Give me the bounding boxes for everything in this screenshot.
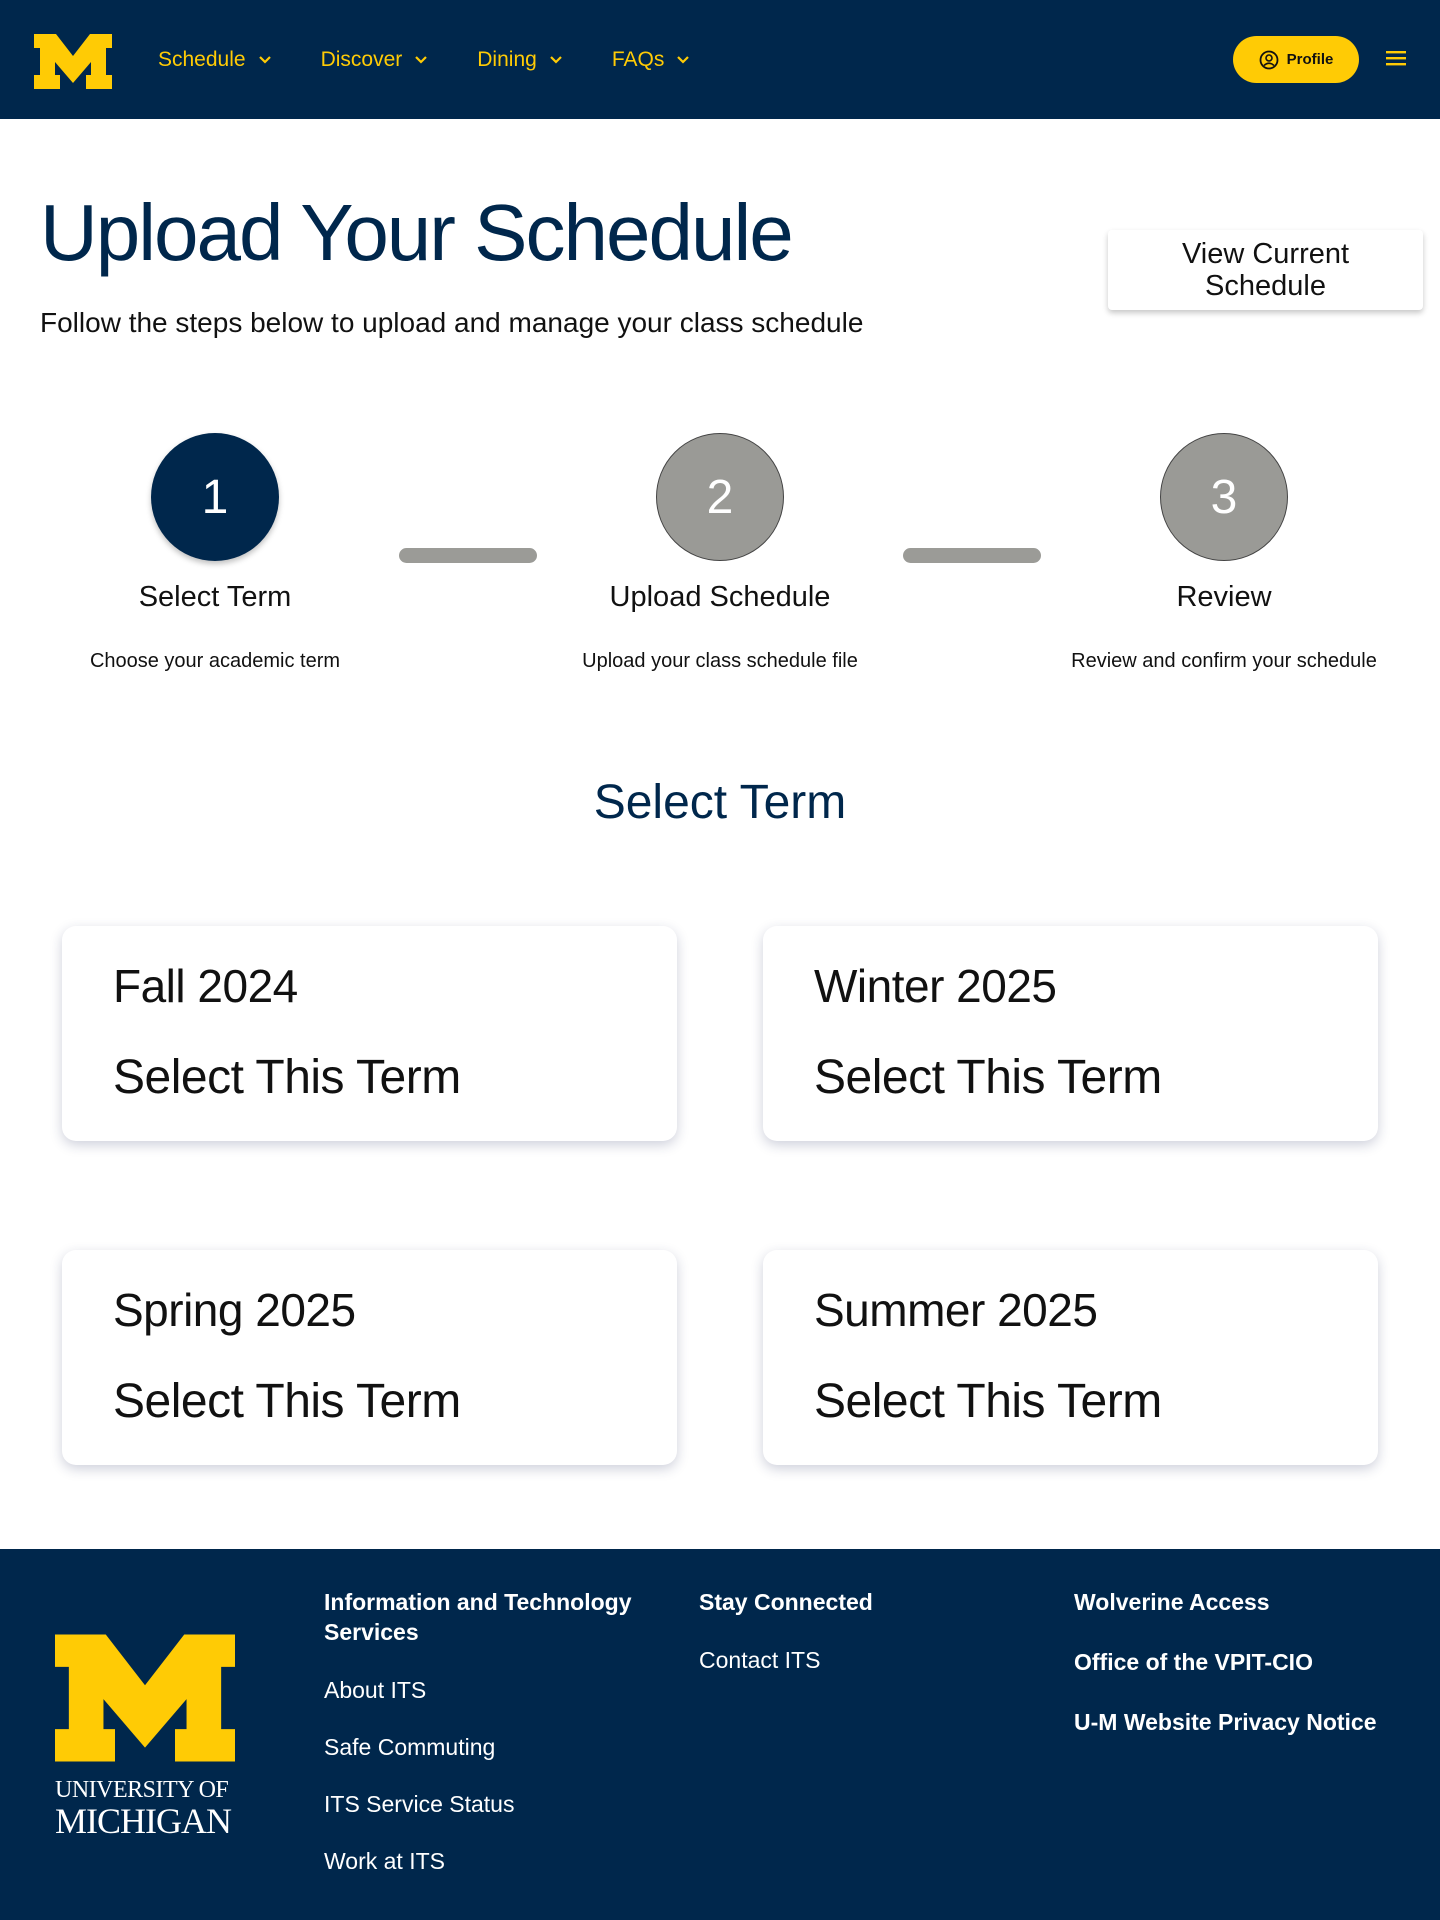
nav-faqs[interactable]: [612, 48, 691, 72]
select-term-button[interactable]: Select This Term: [814, 1375, 1162, 1428]
chevron-down-icon: [549, 55, 563, 64]
step-review: [1044, 433, 1404, 673]
step-select-term: [35, 433, 395, 673]
footer: [0, 1549, 1440, 1920]
term-card-fall-2024[interactable]: [62, 926, 677, 1141]
top-navigation-bar: [0, 0, 1440, 119]
hamburger-menu-icon[interactable]: [1386, 50, 1406, 66]
term-card-spring-2025[interactable]: [62, 1250, 677, 1465]
main-nav: [158, 0, 739, 119]
step-connector: [903, 548, 1041, 563]
chevron-down-icon: [676, 55, 690, 64]
chevron-down-icon: [258, 55, 272, 64]
step-label: Review: [1176, 581, 1272, 613]
term-name: Summer 2025: [814, 1284, 1098, 1336]
logo-wordmark-line1: UNIVERSITY OF: [55, 1777, 229, 1803]
nav-faqs-label: FAQs: [611, 47, 665, 71]
term-name: Spring 2025: [113, 1284, 356, 1336]
profile-label: Profile: [1286, 51, 1334, 68]
footer-link-contact-its[interactable]: Contact ITS: [699, 1647, 821, 1673]
step-upload-schedule: [540, 433, 900, 673]
step-number-badge: 2: [656, 433, 784, 561]
university-of-michigan-logo[interactable]: [55, 1628, 235, 1841]
step-label: Select Term: [138, 581, 292, 613]
page-title: Upload Your Schedule: [40, 188, 792, 277]
footer-link-about-its[interactable]: About ITS: [324, 1677, 427, 1703]
term-name: Fall 2024: [113, 960, 298, 1012]
chevron-down-icon: [414, 55, 428, 64]
footer-heading-stay-connected: Stay Connected: [699, 1589, 873, 1615]
term-name: Winter 2025: [814, 960, 1057, 1012]
nav-discover[interactable]: [321, 48, 429, 72]
view-current-schedule-label: View Current Schedule: [1181, 238, 1350, 302]
step-number-badge: 1: [151, 433, 279, 561]
nav-discover-label: Discover: [320, 47, 403, 71]
footer-link-its-service-status[interactable]: ITS Service Status: [324, 1791, 515, 1817]
logo-wordmark-line2: MICHIGAN: [55, 1801, 231, 1841]
footer-link-work-at-its[interactable]: Work at ITS: [324, 1848, 445, 1874]
step-description: Upload your class schedule file: [582, 650, 858, 672]
block-m-logo[interactable]: [34, 34, 112, 89]
term-card-winter-2025[interactable]: [763, 926, 1378, 1141]
view-current-schedule-button[interactable]: [1108, 230, 1423, 310]
page-subtitle: Follow the steps below to upload and manage your class schedule: [40, 307, 864, 338]
footer-link-vpit-cio[interactable]: Office of the VPIT-CIO: [1074, 1649, 1313, 1675]
footer-heading-its: Information and Technology Services: [324, 1589, 632, 1645]
term-card-summer-2025[interactable]: [763, 1250, 1378, 1465]
footer-column-its: [324, 1587, 664, 1875]
footer-link-safe-commuting[interactable]: Safe Commuting: [324, 1734, 496, 1760]
user-circle-icon: [1259, 50, 1279, 70]
select-term-button[interactable]: Select This Term: [113, 1051, 461, 1104]
footer-link-privacy-notice[interactable]: U-M Website Privacy Notice: [1074, 1709, 1377, 1735]
section-title: Select Term: [593, 776, 847, 829]
footer-link-wolverine-access[interactable]: Wolverine Access: [1074, 1589, 1270, 1615]
step-connector: [399, 548, 537, 563]
select-term-button[interactable]: Select This Term: [113, 1375, 461, 1428]
block-m-logo: [55, 1628, 235, 1768]
footer-column-links: [1074, 1587, 1424, 1767]
step-number-badge: 3: [1160, 433, 1288, 561]
step-description: Choose your academic term: [89, 650, 341, 672]
nav-schedule[interactable]: [158, 48, 272, 72]
nav-dining-label: Dining: [477, 47, 537, 71]
select-term-button[interactable]: Select This Term: [814, 1051, 1162, 1104]
step-description: Review and confirm your schedule: [1071, 650, 1377, 672]
profile-button[interactable]: [1233, 36, 1359, 83]
footer-column-connected: [699, 1587, 999, 1674]
nav-dining[interactable]: [477, 48, 563, 72]
step-label: Upload Schedule: [609, 581, 831, 613]
nav-schedule-label: Schedule: [158, 47, 246, 71]
